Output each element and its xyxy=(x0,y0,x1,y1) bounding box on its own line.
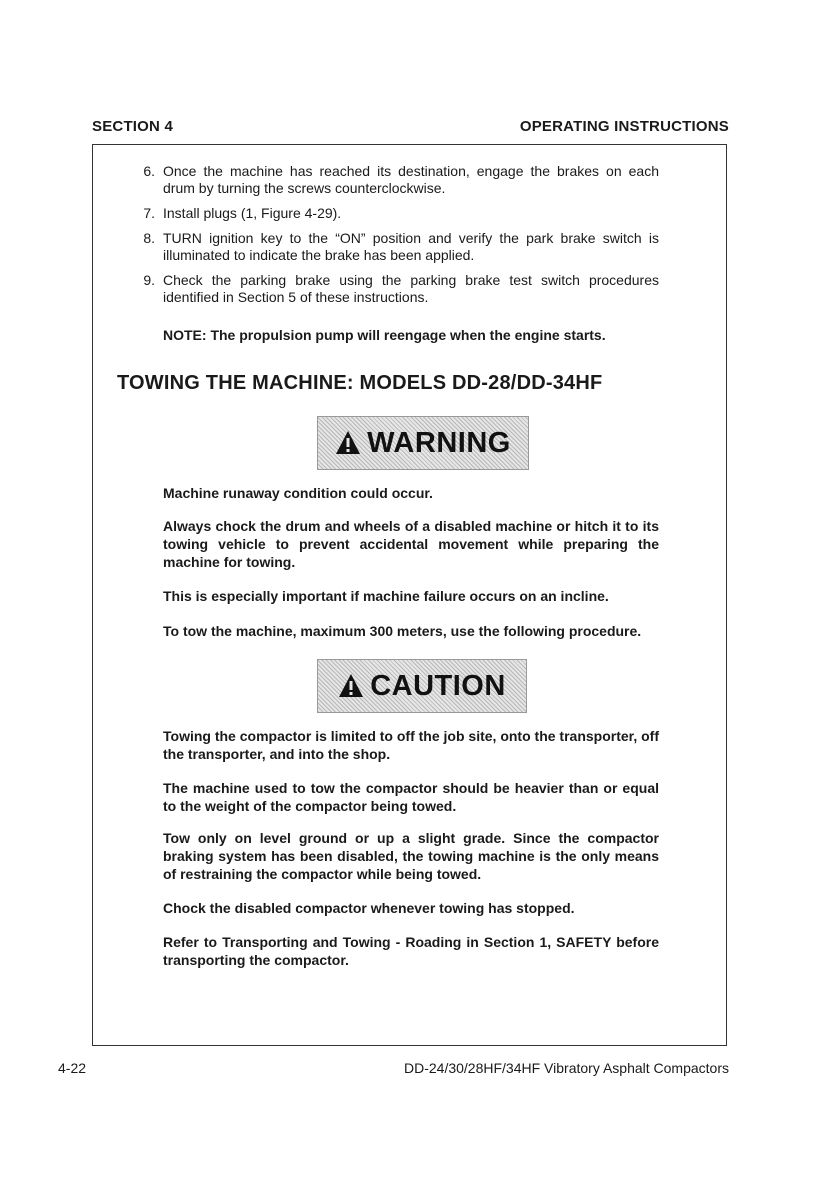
warning-paragraph: To tow the machine, maximum 300 meters, use the following procedure. xyxy=(163,623,642,639)
warning-paragraph: This is especially important if machine failure occurs on an incline. xyxy=(163,588,609,604)
step-number: 8. xyxy=(143,230,155,246)
step-list xyxy=(135,163,659,314)
caution-paragraph: The machine used to tow the compactor should be heavier than or equal to the weight of the compactor being towed. xyxy=(163,780,659,814)
section-heading: TOWING THE MACHINE: MODELS DD-28/DD-34HF xyxy=(117,372,603,394)
list-item xyxy=(135,163,659,197)
list-item xyxy=(135,205,659,222)
header-title: OPERATING INSTRUCTIONS xyxy=(519,118,729,135)
page-number: 4-22 xyxy=(58,1060,87,1076)
list-item xyxy=(135,272,659,306)
warning-paragraph: Machine runaway condition could occur. xyxy=(163,485,433,501)
warning-sign xyxy=(317,416,529,470)
caution-paragraph: Chock the disabled compactor whenever towing has stopped. xyxy=(163,900,575,916)
step-text: Check the parking brake using the parking brake test switch procedures identified in Section 5 of these instructions. xyxy=(163,272,659,305)
caution-sign xyxy=(317,659,527,713)
step-number: 7. xyxy=(143,205,155,221)
warning-label: WARNING xyxy=(367,426,511,459)
step-number: 9. xyxy=(143,272,155,288)
step-text: Install plugs (1, Figure 4-29). xyxy=(163,205,342,221)
note-text: NOTE: The propulsion pump will reengage when the engine starts. xyxy=(163,327,606,343)
caution-triangle-icon xyxy=(338,673,364,699)
section-label: SECTION 4 xyxy=(92,118,173,135)
step-text: Once the machine has reached its destination, engage the brakes on each drum by turning the screws counterclockwise. xyxy=(163,163,659,196)
caution-paragraph: Refer to Transporting and Towing - Roading in Section 1, SAFETY before transporting the compactor. xyxy=(163,934,659,968)
warning-paragraph: Always chock the drum and wheels of a disabled machine or hitch it to its towing vehicle to prevent accidental movement while preparing the machine for towing. xyxy=(163,518,659,570)
step-text: TURN ignition key to the “ON” position and verify the park brake switch is illuminated to indicate the brake has been applied. xyxy=(163,230,659,263)
footer-title: DD-24/30/28HF/34HF Vibratory Asphalt Compactors xyxy=(404,1060,729,1076)
step-number: 6. xyxy=(143,163,155,179)
caution-label: CAUTION xyxy=(370,669,506,702)
caution-paragraph: Towing the compactor is limited to off the job site, onto the transporter, off the transporter, and into the shop. xyxy=(163,728,659,762)
caution-paragraph: Tow only on level ground or up a slight grade. Since the compactor braking system has been disabled, the towing machine is the only means of restraining the compactor while being towed. xyxy=(163,830,659,882)
warning-triangle-icon xyxy=(335,430,361,456)
list-item xyxy=(135,230,659,264)
